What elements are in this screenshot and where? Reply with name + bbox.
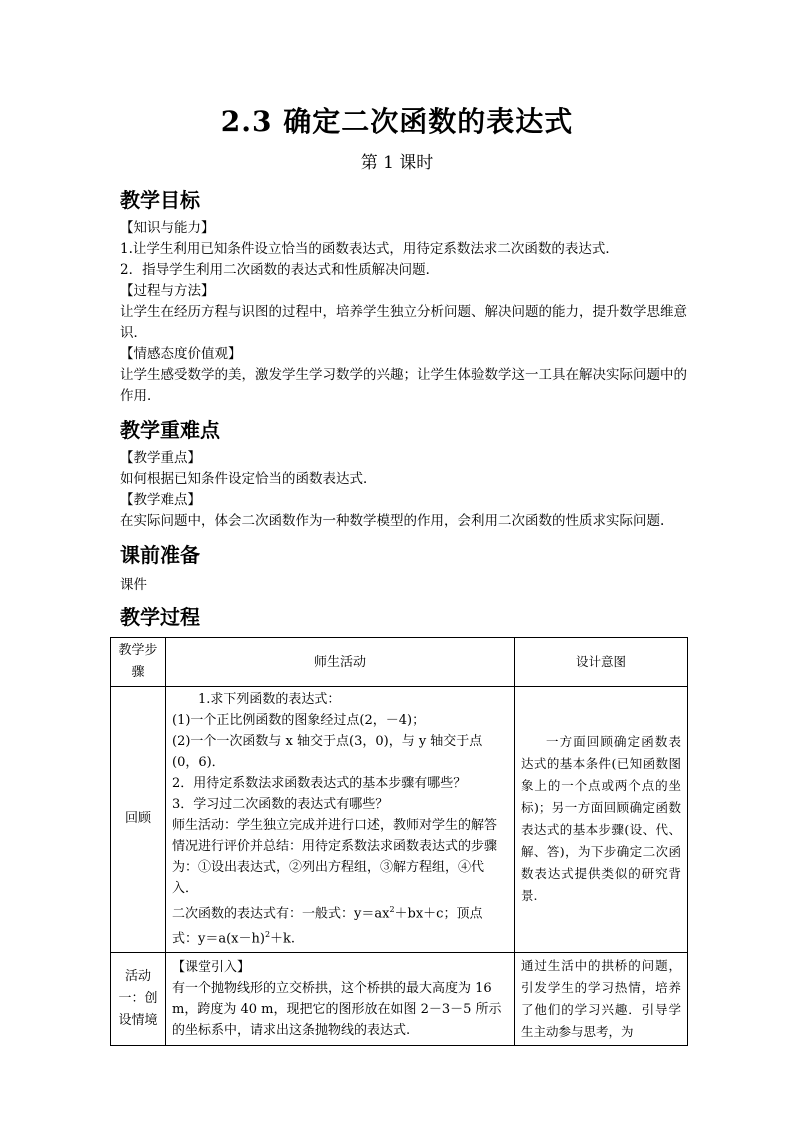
header-design: 设计意图: [515, 638, 688, 687]
emotion-text: 让学生感受数学的美，激发学生学习数学的兴趣；让学生体验数学这一工具在解决实际问题中的作用．: [120, 367, 687, 404]
review-activity: [166, 687, 515, 953]
prep-text: 课件: [120, 577, 147, 593]
lesson-subtitle: 第 1 课时: [360, 153, 434, 173]
table-row-review: [111, 687, 688, 953]
review-line-6: 师生活动：学生独立完成并进行口述，教师对学生的解答情况进行评价并总结：用待定系数法求函数表达式的步骤为：①设出表达式，②列出方程组，③解方程组，④代入．: [172, 818, 498, 896]
activity1-activity: [166, 952, 515, 1045]
activity1-step: 活动一：创设情境: [111, 952, 166, 1045]
header-activity: 师生活动: [166, 638, 515, 687]
teaching-process-table: [110, 637, 688, 1046]
prep-heading: 课前准备: [120, 543, 200, 567]
knowledge-item-2: 2．指导学生利用二次函数的表达式和性质解决问题．: [120, 262, 440, 278]
review-line-7: 二次函数的表达式有：一般式：$y=ax^2+bx+c$；顶点式：$y=a(x-h)^2+k$.: [172, 905, 483, 947]
activity1-label: 【课堂引入】: [172, 959, 251, 975]
difficulty-text: 在实际问题中，体会二次函数作为一种数学模型的作用，会利用二次函数的性质求实际问题.: [120, 513, 665, 529]
process-text: 让学生在经历方程与识图的过程中，培养学生独立分析问题、解决问题的能力，提升数学思维意识．: [120, 304, 687, 341]
emotion-label: 【情感态度价值观】: [120, 346, 242, 362]
key-points-heading: 教学重难点: [120, 418, 220, 442]
review-line-3: (2)一个一次函数与 x 轴交于点(3，0)，与 y 轴交于点(0，6)．: [172, 734, 483, 770]
knowledge-label: 【知识与能力】: [120, 220, 215, 236]
review-line-5: 3．学习过二次函数的表达式有哪些？: [172, 797, 389, 812]
process-label: 【过程与方法】: [120, 283, 215, 299]
review-line-2: (1)一个正比例函数的图象经过点(2，－4)；: [172, 713, 426, 728]
key-points-section: [120, 416, 690, 532]
review-design: 一方面回顾确定函数表达式的基本条件(已知函数图象上的一个点或两个点的坐标)；另一方面回顾确定函数表达式的基本步骤(设、代、解、答)，为下步确定二次函数表达式提供类似的研究背景.: [515, 687, 688, 953]
goals-section: [120, 186, 690, 407]
activity1-design: 通过生活中的拱桥的问题，引发学生的学习热情，培养了他们的学习兴趣．引导学生主动参与思考，为: [515, 952, 688, 1045]
focus-text: 如何根据已知条件设定恰当的函数表达式．: [120, 471, 377, 487]
activity1-text: 有一个抛物线形的立交桥拱，这个桥拱的最大高度为 16 m，跨度为 40 m，现把它的图形放在如图 2－3－5 所示的坐标系中，请求出这条抛物线的表达式.: [172, 980, 502, 1038]
table-row-activity1: [111, 952, 688, 1045]
knowledge-item-1: 1.让学生利用已知条件设立恰当的函数表达式，用待定系数法求二次函数的表达式．: [120, 241, 619, 257]
document-title: 2.3 确定二次函数的表达式: [220, 105, 574, 138]
header-step: 教学步骤: [111, 638, 166, 687]
process-heading: 教学过程: [120, 605, 200, 629]
difficulty-label: 【教学难点】: [120, 492, 201, 508]
focus-label: 【教学重点】: [120, 450, 201, 466]
process-section: [120, 603, 690, 631]
table-header-row: [111, 638, 688, 687]
goals-heading: 教学目标: [120, 188, 200, 212]
review-line-1: 1.求下列函数的表达式：: [198, 692, 341, 707]
prep-section: [120, 541, 690, 596]
review-line-4: 2．用待定系数法求函数表达式的基本步骤有哪些？: [172, 776, 467, 791]
review-step: 回顾: [111, 687, 166, 953]
